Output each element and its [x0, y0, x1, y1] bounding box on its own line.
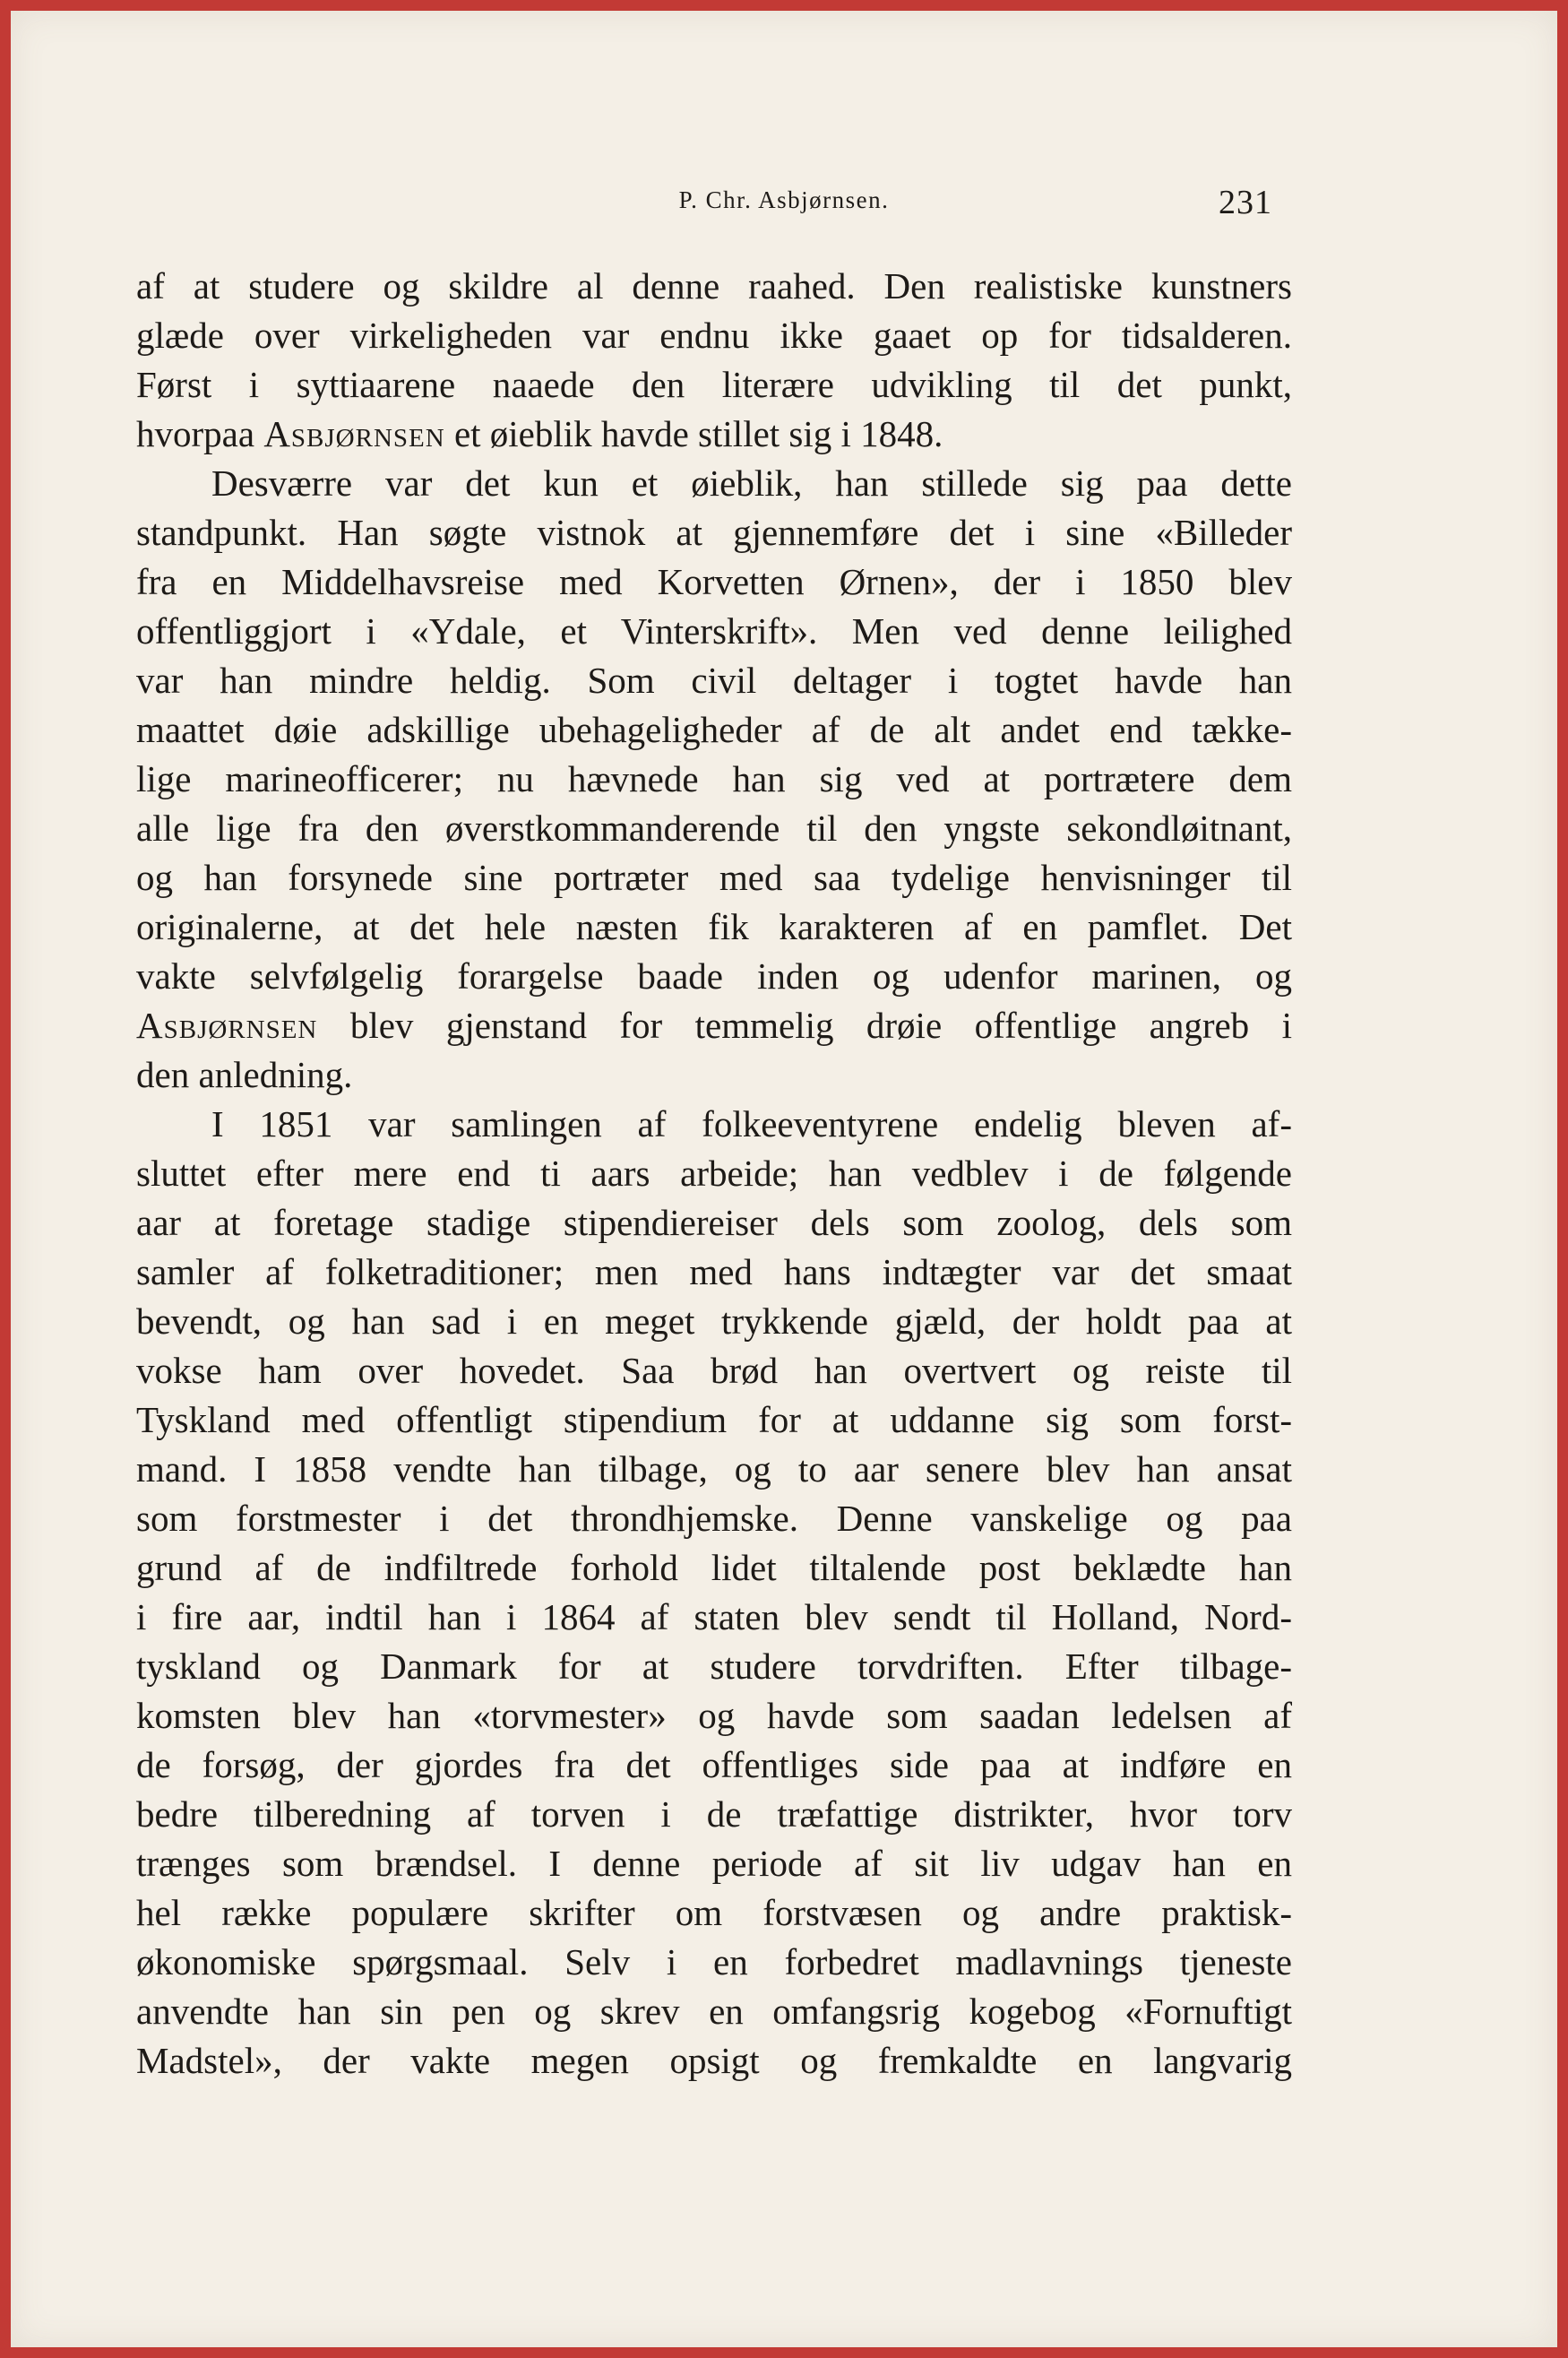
text-line: som forstmester i det throndhjemske. Denne vanskelige og paa [136, 1498, 1292, 1539]
text-line: vakte selvfølgelig forargelse baade inden og udenfor marinen, og [136, 955, 1292, 997]
text-line: den anledning. [136, 1054, 353, 1095]
text-line: de forsøg, der gjordes fra det offentliges side paa at indføre en [136, 1744, 1292, 1785]
text-line: trænges som brændsel. I denne periode af sit liv udgav han en [136, 1843, 1292, 1884]
text-line: var han mindre heldig. Som civil deltager i togtet havde han [136, 660, 1292, 701]
text-line: og han forsynede sine portræter med saa tydelige henvisninger til [136, 857, 1292, 898]
text-line: standpunkt. Han søgte vistnok at gjennemføre det i sine «Billeder [136, 512, 1292, 553]
text-line: offentliggjort i «Ydale, et Vinterskrift». Men ved denne leilighed [136, 610, 1292, 652]
text-line: fra en Middelhavsreise med Korvetten Ørnen», der i 1850 blev [136, 561, 1292, 602]
text-line: grund af de indfiltrede forhold lidet tiltalende post beklædte han [136, 1547, 1292, 1588]
text-line: tyskland og Danmark for at studere torvdriften. Efter tilbage- [136, 1645, 1292, 1687]
text-line: originalerne, at det hele næsten fik karakteren af en pamflet. Det [136, 906, 1292, 947]
text-line: alle lige fra den øverstkommanderende til den yngste sekondløitnant, [136, 808, 1292, 849]
text-line: mand. I 1858 vendte han tilbage, og to aar senere blev han ansat [136, 1448, 1292, 1490]
page-number: 231 [1219, 184, 1272, 221]
text-line: maattet døie adskillige ubehageligheder af de alt andet end tække- [136, 709, 1292, 750]
author-name: Asbjørnsen [136, 1005, 318, 1046]
text-line: i fire aar, indtil han i 1864 af staten blev sendt til Holland, Nord- [136, 1596, 1292, 1637]
text-line: hvorpaa Asbjørnsen et øieblik havde stillet sig i 1848. [136, 413, 943, 454]
text-line: af at studere og skildre al denne raahed. Den realistiske kunstners [136, 265, 1292, 307]
text-line: Desværre var det kun et øieblik, han stillede sig paa dette [211, 462, 1292, 504]
text-line: I 1851 var samlingen af folkeeventyrene endelig bleven af- [211, 1103, 1292, 1144]
text-line: hel række populære skrifter om forstvæsen og andre praktisk- [136, 1892, 1292, 1933]
body-text [136, 262, 1292, 2086]
text-line: bedre tilberedning af torven i de træfattige distrikter, hvor torv [136, 1793, 1292, 1835]
text-line: komsten blev han «torvmester» og havde som saadan ledelsen af [136, 1695, 1292, 1736]
text-line: aar at foretage stadige stipendiereiser dels som zoolog, dels som [136, 1202, 1292, 1243]
text-line: økonomiske spørgsmaal. Selv i en forbedret madlavnings tjeneste [136, 1941, 1292, 1982]
text-line: Tyskland med offentligt stipendium for at uddanne sig som forst- [136, 1399, 1292, 1440]
text-line: bevendt, og han sad i en meget trykkende gjæld, der holdt paa at [136, 1300, 1292, 1342]
author-name: Asbjørnsen [263, 413, 445, 454]
text-line: samler af folketraditioner; men med hans indtægter var det smaat [136, 1251, 1292, 1292]
text-line: vokse ham over hovedet. Saa brød han overtvert og reiste til [136, 1350, 1292, 1391]
running-title: P. Chr. Asbjørnsen. [678, 186, 890, 213]
text-line: Madstel», der vakte megen opsigt og fremkaldte en langvarig [136, 2040, 1292, 2081]
text-line: anvendte han sin pen og skrev en omfangsrig kogebog «Fornuftigt [136, 1991, 1292, 2032]
text-line: Først i syttiaarene naaede den literære udvikling til det punkt, [136, 364, 1292, 405]
text-line: lige marineofficerer; nu hævnede han sig ved at portrætere dem [136, 758, 1292, 799]
text-line: Asbjørnsen blev gjenstand for temmelig drøie offentlige angreb i [136, 1005, 1292, 1046]
running-header [11, 183, 1557, 219]
book-page [11, 11, 1557, 2347]
text-line: sluttet efter mere end ti aars arbeide; han vedblev i de følgende [136, 1153, 1292, 1194]
text-line: glæde over virkeligheden var endnu ikke gaaet op for tidsalderen. [136, 315, 1292, 356]
